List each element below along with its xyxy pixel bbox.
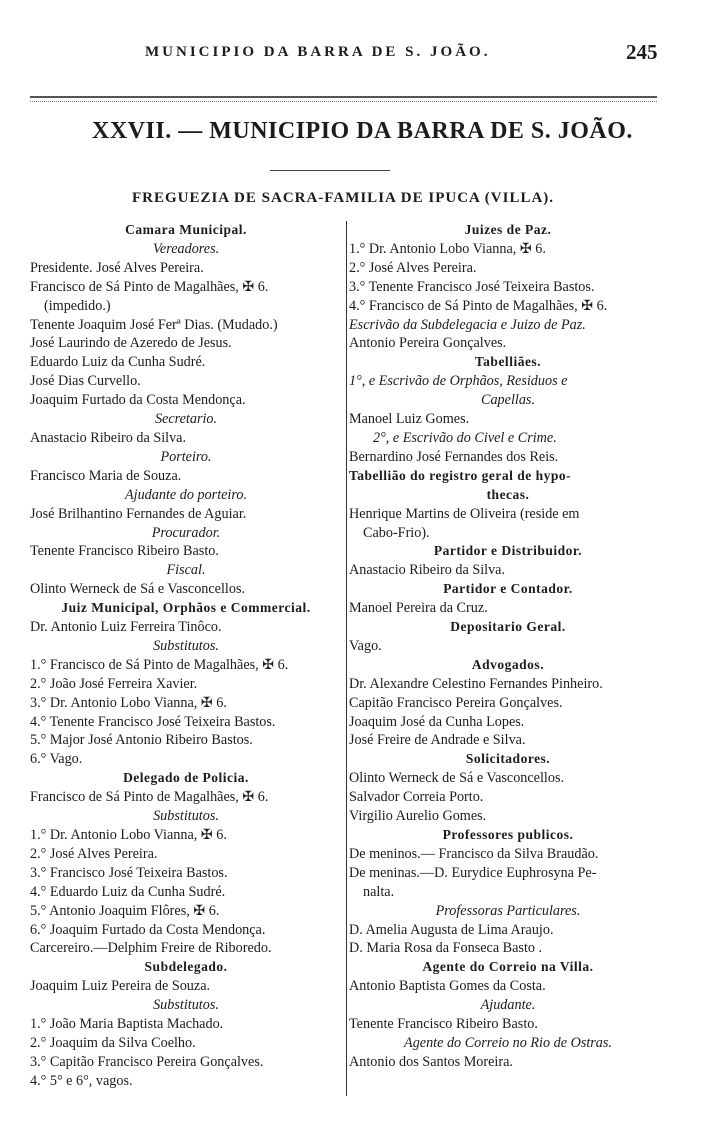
- text-line: Vereadores.: [152, 240, 220, 257]
- text-line: 1.° Dr. Antonio Lobo Vianna, ✠ 6.: [349, 240, 546, 257]
- text-line: Partidor e Distribuidor.: [433, 543, 583, 559]
- text-line: 3.° Tenente Francisco José Teixeira Bastos.: [349, 278, 595, 295]
- text-line: Bernardino José Fernandes dos Reis.: [349, 448, 559, 465]
- text-line: Francisco de Sá Pinto de Magalhães, ✠ 6.: [30, 789, 269, 806]
- text-line: Joaquim Luiz Pereira de Souza.: [30, 978, 211, 995]
- text-line: Solicitadores.: [465, 751, 551, 767]
- text-line: Joaquim Furtado da Costa Mendonça.: [30, 392, 246, 409]
- text-line: Delegado de Policia.: [123, 770, 249, 786]
- running-head: [0, 40, 725, 68]
- text-line: Tenente Francisco Ribeiro Basto.: [349, 1016, 538, 1033]
- text-line: Procurador.: [151, 524, 221, 541]
- text-line: Antonio Pereira Gonçalves.: [349, 335, 507, 352]
- text-line: D. Maria Rosa da Fonseca Basto .: [349, 940, 543, 957]
- running-head-title: MUNICIPIO DA BARRA DE S. JOÃO.: [145, 44, 491, 60]
- text-line: Juiz Municipal, Orphãos e Commercial.: [61, 600, 311, 616]
- text-line: Agente do Correio no Rio de Ostras.: [404, 1034, 612, 1051]
- text-line: José Laurindo de Azeredo de Jesus.: [30, 335, 232, 352]
- left-column: [30, 221, 342, 1091]
- text-line: Francisco Maria de Souza.: [30, 467, 182, 484]
- text-line: 2°, e Escrivão do Civel e Crime.: [373, 429, 557, 446]
- text-line: 4.° Tenente Francisco José Teixeira Bastos.: [30, 713, 276, 730]
- text-line: Capitão Francisco Pereira Gonçalves.: [349, 694, 563, 711]
- text-line: 1°, e Escrivão de Orphãos, Residuos e: [349, 373, 568, 390]
- text-line: Tabellião do registro geral de hypo-: [349, 467, 572, 483]
- text-line: Presidente. José Alves Pereira.: [30, 259, 204, 276]
- text-line: Dr. Alexandre Celestino Fernandes Pinheiro.: [349, 675, 603, 692]
- text-line: thecas.: [486, 486, 530, 502]
- text-line: Francisco de Sá Pinto de Magalhães, ✠ 6.: [30, 278, 269, 295]
- text-line: Ajudante.: [480, 997, 536, 1014]
- title-rule: [270, 170, 390, 171]
- text-line: Olinto Werneck de Sá e Vasconcellos.: [30, 581, 246, 598]
- text-line: 4.° Francisco de Sá Pinto de Magalhães, ✠ 6.: [349, 297, 608, 314]
- page-number: 245: [626, 40, 658, 64]
- text-line: De meninos.— Francisco da Silva Braudão.: [349, 845, 599, 862]
- text-line: Escrivão da Subdelegacia e Juizo de Paz.: [349, 316, 586, 333]
- text-line: 1.° Dr. Antonio Lobo Vianna, ✠ 6.: [30, 827, 227, 843]
- text-line: Professores publicos.: [442, 827, 574, 842]
- text-line: Vago.: [349, 637, 382, 654]
- text-line: 2.° José Alves Pereira.: [349, 259, 477, 276]
- text-line: Joaquim José da Cunha Lopes.: [349, 713, 525, 730]
- text-line: Manoel Luiz Gomes.: [349, 411, 470, 428]
- text-line: Anastacio Ribeiro da Silva.: [349, 562, 506, 579]
- text-line: Partidor e Contador.: [443, 581, 573, 597]
- text-line: Porteiro.: [160, 448, 212, 465]
- text-line: 6.° Vago.: [30, 751, 83, 768]
- text-line: Manoel Pereira da Cruz.: [349, 600, 488, 617]
- text-line: 4.° 5° e 6°, vagos.: [30, 1072, 133, 1089]
- text-line: 6.° Joaquim Furtado da Costa Mendonça.: [30, 921, 266, 938]
- text-line: Substitutos.: [153, 997, 219, 1014]
- text-line: Ajudante do porteiro.: [124, 486, 248, 503]
- text-line: 3.° Dr. Antonio Lobo Vianna, ✠ 6.: [30, 694, 227, 711]
- text-line: Tenente Joaquim José Ferª Dias. (Mudado.): [30, 316, 278, 333]
- text-line: José Dias Curvello.: [30, 373, 141, 390]
- text-line: Substitutos.: [153, 808, 219, 825]
- text-line: 4.° Eduardo Luiz da Cunha Sudré.: [30, 883, 226, 900]
- text-line: Depositario Geral.: [450, 619, 566, 635]
- text-line: Secretario.: [154, 411, 218, 428]
- text-line: Carcereiro.—Delphim Freire de Riboredo.: [30, 940, 272, 957]
- text-line: Dr. Antonio Luiz Ferreira Tinôco.: [30, 619, 222, 636]
- text-line: D. Amelia Augusta de Lima Araujo.: [349, 921, 554, 938]
- text-line: De meninas.—D. Eurydice Euphrosyna Pe-: [349, 864, 597, 881]
- text-line: Juizes de Paz.: [464, 222, 552, 237]
- text-line: Advogados.: [471, 656, 545, 672]
- chapter-title: XXVII. — MUNICIPIO DA BARRA DE S. JOÃO.: [92, 118, 633, 144]
- right-column: [346, 221, 667, 1096]
- parish-title: FREGUEZIA DE SACRA-FAMILIA DE IPUCA (VILLA).: [131, 190, 555, 206]
- text-line: 2.° João José Ferreira Xavier.: [30, 675, 198, 692]
- text-line: 1.° João Maria Baptista Machado.: [30, 1016, 224, 1033]
- text-line: Tabelliães.: [474, 354, 542, 370]
- text-line: Eduardo Luiz da Cunha Sudré.: [30, 354, 206, 371]
- text-line: 1.° Francisco de Sá Pinto de Magalhães, ✠ 6.: [30, 656, 289, 673]
- text-line: 2.° Joaquim da Silva Coelho.: [30, 1034, 196, 1051]
- text-line: 5.° Antonio Joaquim Flôres, ✠ 6.: [30, 902, 220, 919]
- text-line: Henrique Martins de Oliveira (reside em: [349, 505, 580, 522]
- text-line: Fiscal.: [166, 562, 206, 579]
- text-line: 5.° Major José Antonio Ribeiro Bastos.: [30, 732, 253, 749]
- text-line: Virgilio Aurelio Gomes.: [349, 808, 487, 825]
- text-line: Substitutos.: [153, 637, 219, 654]
- text-line: Cabo-Frio).: [363, 524, 430, 541]
- text-line: Camara Municipal.: [125, 222, 247, 237]
- text-line: Olinto Werneck de Sá e Vasconcellos.: [349, 770, 565, 787]
- text-line: Tenente Francisco Ribeiro Basto.: [30, 543, 219, 560]
- text-line: Professoras Particulares.: [435, 902, 581, 919]
- text-line: Anastacio Ribeiro da Silva.: [30, 429, 187, 446]
- text-line: 3.° Capitão Francisco Pereira Gonçalves.: [30, 1053, 264, 1070]
- text-line: Salvador Correia Porto.: [349, 789, 484, 806]
- header-rule: [30, 96, 657, 102]
- text-line: José Brilhantino Fernandes de Aguiar.: [30, 505, 247, 522]
- text-line: Antonio dos Santos Moreira.: [349, 1053, 513, 1070]
- text-line: (impedido.): [44, 297, 111, 314]
- text-line: 3.° Francisco José Teixeira Bastos.: [30, 864, 228, 881]
- text-line: Antonio Baptista Gomes da Costa.: [349, 978, 546, 995]
- text-line: 2.° José Alves Pereira.: [30, 845, 158, 862]
- text-line: Subdelegado.: [144, 959, 228, 975]
- text-line: nalta.: [363, 883, 395, 900]
- text-line: Capellas.: [481, 392, 535, 409]
- text-line: José Freire de Andrade e Silva.: [349, 732, 526, 749]
- text-line: Agente do Correio na Villa.: [422, 959, 594, 975]
